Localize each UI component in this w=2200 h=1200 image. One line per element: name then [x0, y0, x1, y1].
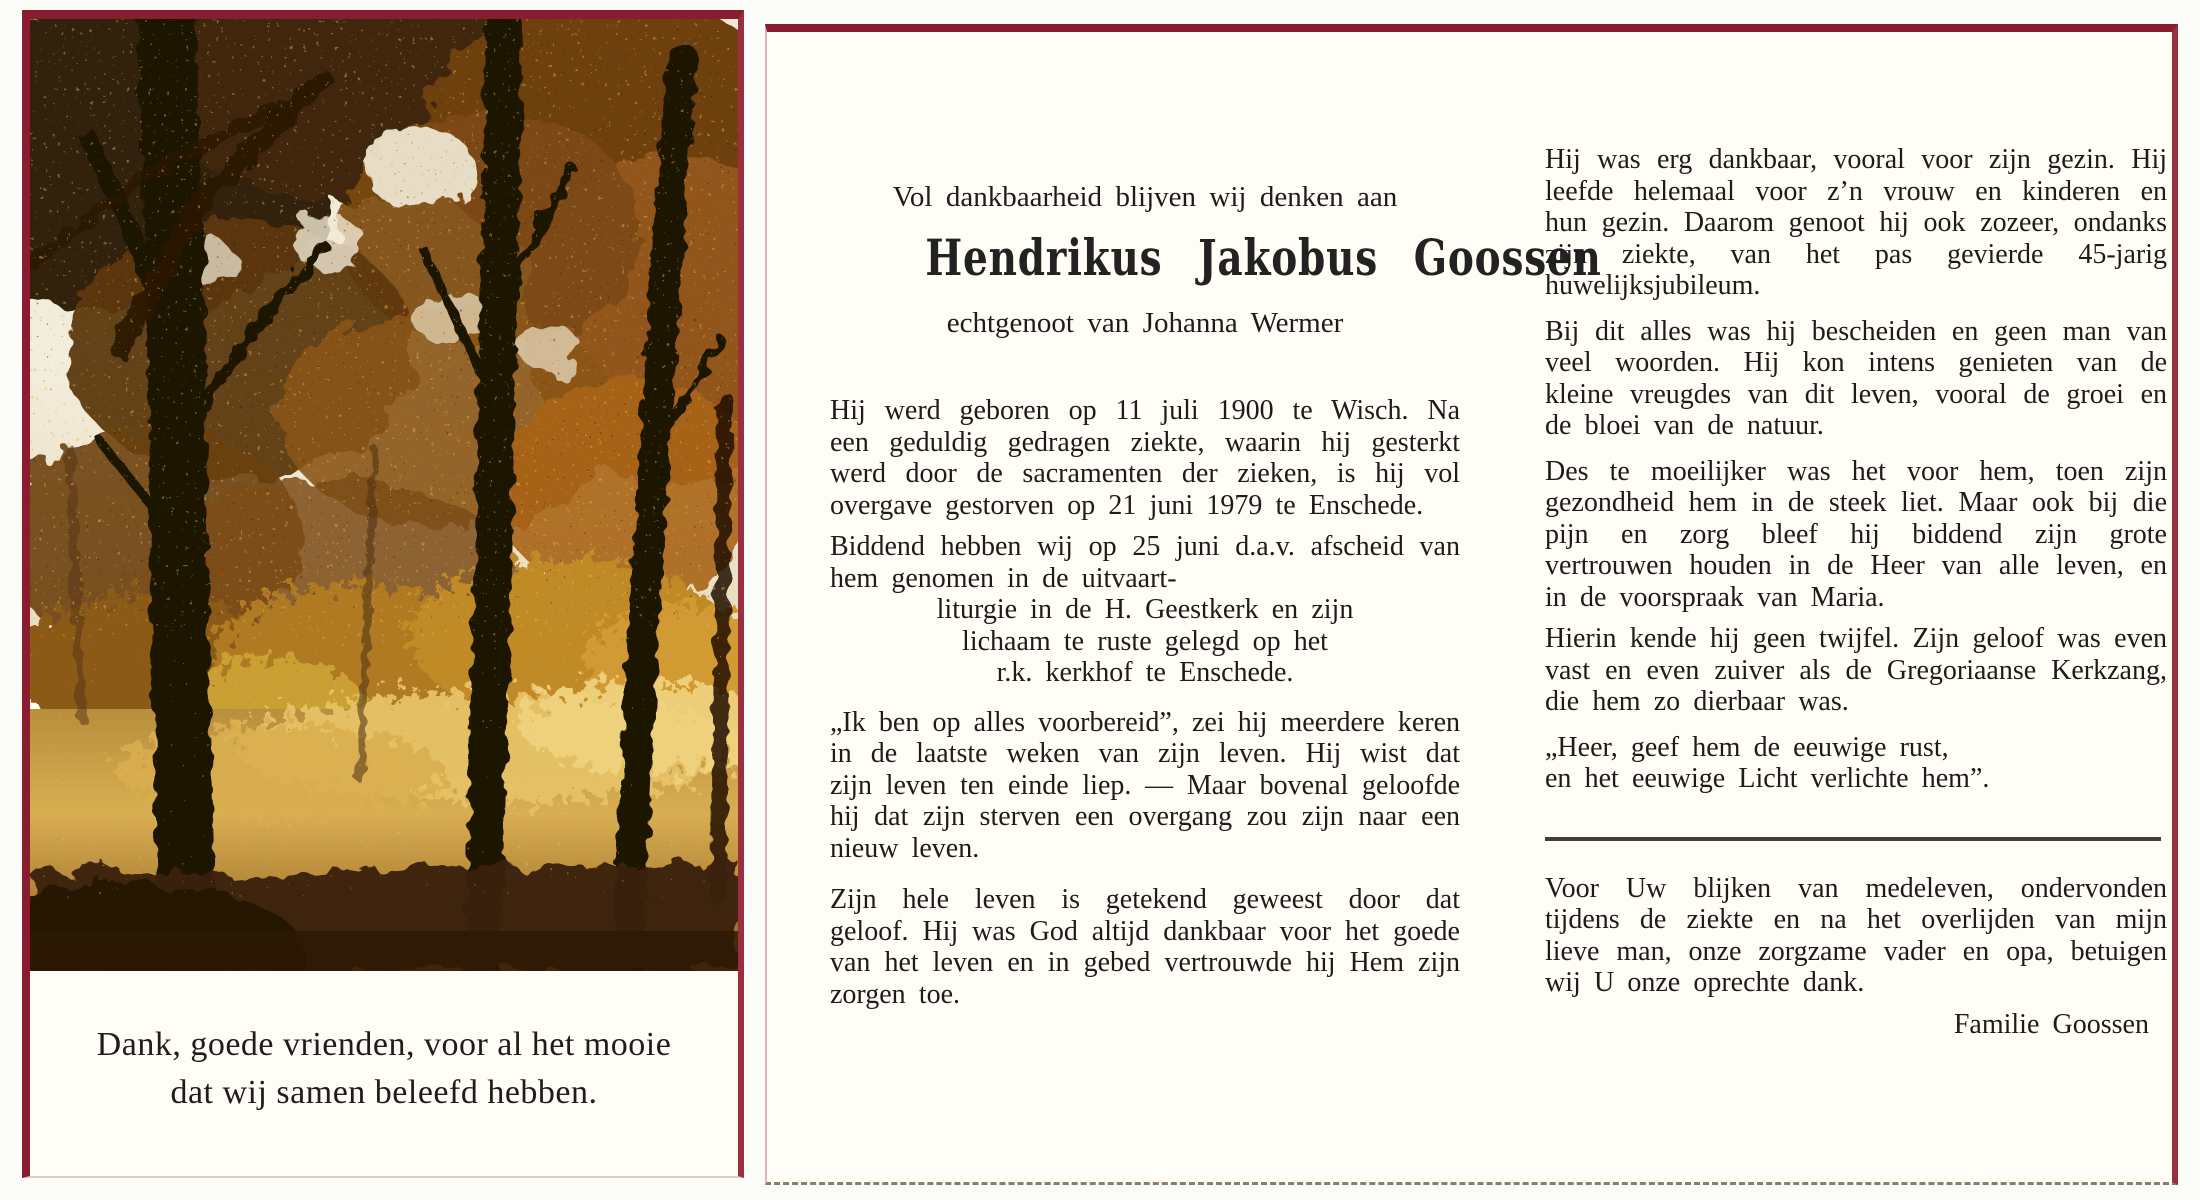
- paragraph-birth-death: Hij werd geboren op 11 juli 1900 te Wisch. Na een geduldig gedragen ziekte, waarin hij gesterkt werd door de sacramenten der zieken, is hij vol overgave gestorven op 21 juni 1979 te Enschede.: [830, 395, 1460, 521]
- farewell-center-line: lichaam te ruste gelegd op het: [962, 625, 1328, 657]
- inner-left-column: [830, 181, 1602, 1010]
- spouse-line: echtgenoot van Johanna Wermer: [946, 306, 1344, 339]
- paragraph-gratitude: Hij was erg dankbaar, vooral voor zijn gezin. Hij leefde helemaal voor z’n vrouw en kinderen en hun gezin. Daarom genoot hij ook zozeer, ondanks zijn ziekte, van het pas gevierde 45-jarig huwelijksjubileum.: [1545, 144, 2167, 301]
- deceased-name-text: Hendrikus Jakobus Goossen: [925, 227, 1602, 287]
- inner-right-column: [1545, 144, 2167, 1040]
- autumn-forest-photo: [30, 19, 738, 971]
- prayer-quote: [1545, 732, 2167, 795]
- memorial-text-card: [765, 24, 2178, 1185]
- farewell-center-line: liturgie in de H. Geestkerk en zijn: [936, 594, 1354, 625]
- deceased-name: [830, 227, 1602, 287]
- paragraph-quote: „Ik ben op alles voorbereid”, zei hij meerdere keren in de laatste weken van zijn leven. Hij wist dat zijn leven ten einde liep. — Maar bovenal geloofde hij dat zijn sterven een overgang zou zijn naar een nieuw leven.: [830, 706, 1460, 864]
- paragraph-thanks: Voor Uw blijken van medeleven, ondervonden tijdens de ziekte en na het overlijden van mijn lieve man, onze zorgzame vader en opa, betuigen wij U onze oprechte dank.: [1545, 872, 2167, 998]
- paragraph-modest: Bij dit alles was hij bescheiden en geen man van veel woorden. Hij kon intens genieten van de kleine vreugdes van dit leven, vooral de groei en de bloei van de natuur.: [1545, 315, 2167, 441]
- horizontal-divider: [1545, 837, 2161, 841]
- caption-line-1: Dank, goede vrienden, voor al het mooie: [96, 1026, 672, 1063]
- intro-line: Vol dankbaarheid blijven wij denken aan: [892, 181, 1398, 213]
- paragraph-faith: Zijn hele leven is getekend geweest door dat geloof. Hij was God altijd dankbaar voor het goede van het leven en in gebed vertrouwde hij Hem zijn zorgen toe.: [830, 884, 1460, 1010]
- farewell-center-line: r.k. kerkhof te Enschede.: [996, 657, 1294, 688]
- memorial-photo-card: [22, 10, 744, 1178]
- paragraph-illness: Des te moeilijker was het voor hem, toen zijn gezondheid hem in de steek liet. Maar ook bij die pijn en zorg bleef hij biddend zijn grote vertrouwen houden in de Heer van alle leven, en in de voorspraak van Maria.: [1545, 455, 2167, 613]
- paragraph-farewell: Biddend hebben wij op 25 juni d.a.v. afscheid van hem genomen in de uitvaart-: [830, 531, 1460, 594]
- prayer-line-1: „Heer, geef hem de eeuwige rust,: [1545, 731, 1949, 763]
- family-signature: Familie Goossen: [1953, 1008, 2149, 1040]
- paragraph-doubt: Hierin kende hij geen twijfel. Zijn geloof was even vast en even zuiver als de Gregoriaanse Kerkzang, die hem zo dierbaar was.: [1545, 623, 2167, 717]
- ground-leaf-speckle: [30, 639, 738, 899]
- caption-line-2: dat wij samen beleefd hebben.: [170, 1074, 598, 1111]
- dark-leaf-speckle: [30, 19, 738, 619]
- prayer-line-2: en het eeuwige Licht verlichte hem”.: [1545, 763, 1990, 794]
- photo-caption: [30, 1021, 738, 1117]
